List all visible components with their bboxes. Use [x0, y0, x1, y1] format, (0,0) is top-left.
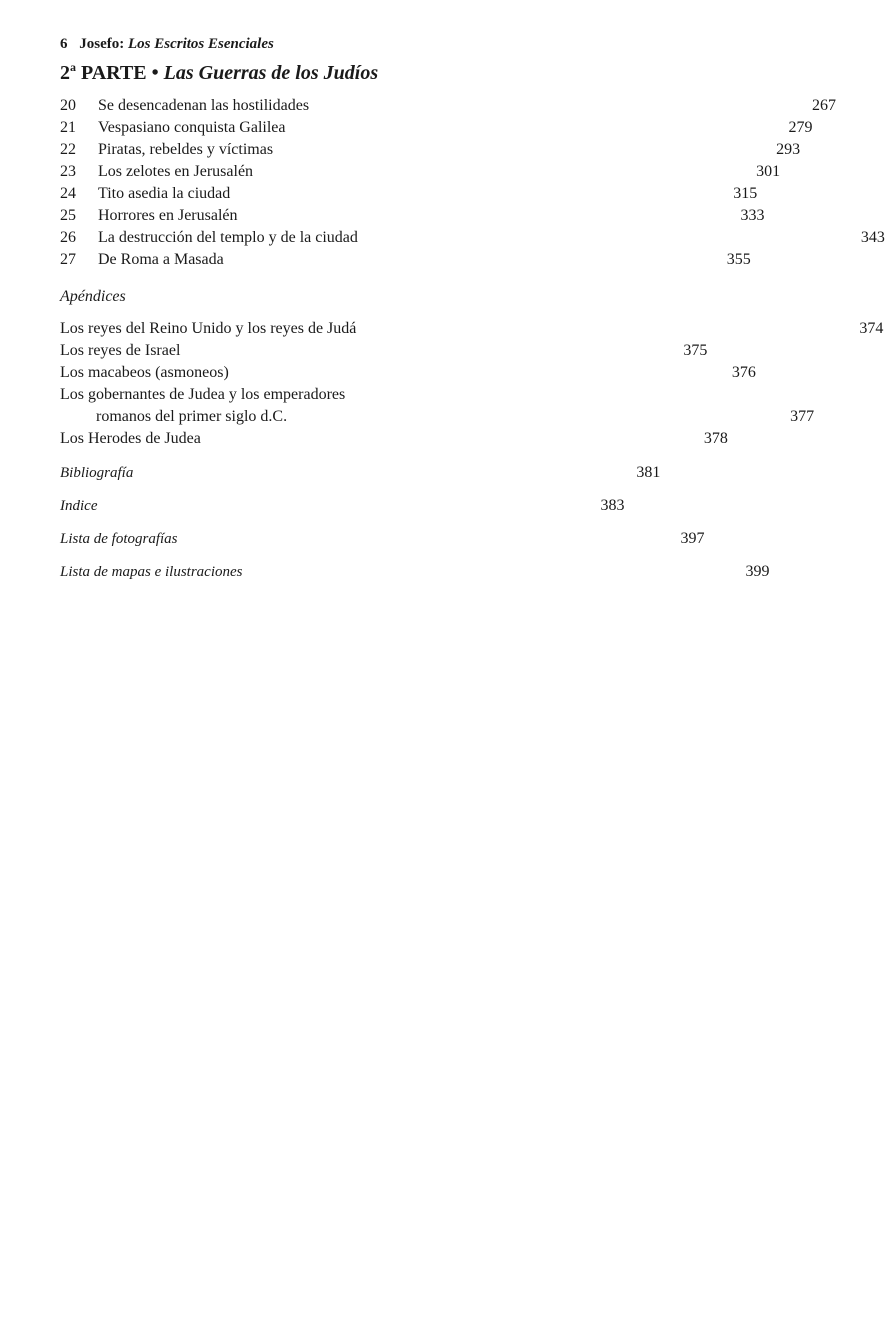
chapter-page: 315	[733, 185, 758, 202]
chapter-page: 343	[860, 229, 885, 246]
chapter-number: 24	[60, 185, 76, 202]
backmatter-page: 381	[636, 464, 661, 481]
backmatter-title: Lista de mapas e ilustraciones	[60, 564, 243, 580]
appendix-page: 377	[790, 408, 815, 425]
appendix-title-line1[interactable]: Los gobernantes de Judea y los emperadores	[60, 386, 346, 403]
part-number-superscript: a	[70, 60, 76, 74]
appendices-heading: Apéndices	[60, 288, 126, 305]
appendix-page: 374	[859, 320, 884, 337]
chapter-page: 293	[776, 141, 801, 158]
chapter-number: 26	[60, 229, 76, 246]
appendix-page: 378	[703, 430, 728, 447]
running-head-book-title: Los Escritos Esenciales	[128, 36, 274, 52]
chapter-number: 22	[60, 141, 76, 158]
appendix-page: 376	[731, 364, 756, 381]
running-head-author: Josefo:	[79, 36, 125, 52]
chapter-title: Se desencadenan las hostilidades	[98, 97, 310, 114]
chapter-title: Piratas, rebeldes y víctimas	[98, 141, 274, 158]
appendix-title: romanos del primer siglo d.C.	[96, 408, 288, 425]
chapter-title: Tito asedia la ciudad	[98, 185, 231, 202]
appendix-title: Los Herodes de Judea	[60, 430, 201, 447]
appendix-title: Los macabeos (asmoneos)	[60, 364, 229, 381]
chapter-number: 21	[60, 119, 76, 136]
chapter-title: Horrores en Jerusalén	[98, 207, 238, 224]
appendix-title: Los reyes del Reino Unido y los reyes de Judá	[60, 320, 357, 337]
backmatter-title: Bibliografía	[60, 465, 134, 481]
appendix-title: Los reyes de Israel	[60, 342, 181, 359]
part-label: PARTE	[81, 62, 147, 84]
part-bullet: •	[151, 62, 159, 84]
part-heading: Las Guerras de los Judíos	[163, 62, 379, 84]
chapter-page: 301	[756, 163, 781, 180]
backmatter-page: 399	[745, 563, 770, 580]
chapter-title: De Roma a Masada	[98, 251, 224, 268]
chapter-title: La destrucción del templo y de la ciudad	[98, 229, 358, 246]
toc-backmatter-entry[interactable]	[60, 561, 770, 1336]
page-number: 6	[60, 36, 68, 52]
chapter-page: 355	[726, 251, 751, 268]
chapter-title: Los zelotes en Jerusalén	[98, 163, 254, 180]
chapter-page: 333	[740, 207, 765, 224]
backmatter-page: 397	[680, 530, 705, 547]
backmatter-page: 383	[600, 497, 625, 514]
chapter-number: 25	[60, 207, 76, 224]
running-head	[60, 36, 274, 53]
part-title	[60, 62, 378, 85]
chapter-page: 279	[788, 119, 813, 136]
chapter-title: Vespasiano conquista Galilea	[98, 119, 286, 136]
chapter-page: 267	[812, 97, 837, 114]
backmatter-title: Lista de fotografías	[60, 531, 178, 547]
appendix-page: 375	[683, 342, 708, 359]
chapter-number: 27	[60, 251, 76, 268]
part-number: 2	[60, 62, 70, 84]
backmatter-title: Indice	[60, 498, 98, 514]
chapter-number: 23	[60, 163, 76, 180]
chapter-number: 20	[60, 97, 76, 114]
